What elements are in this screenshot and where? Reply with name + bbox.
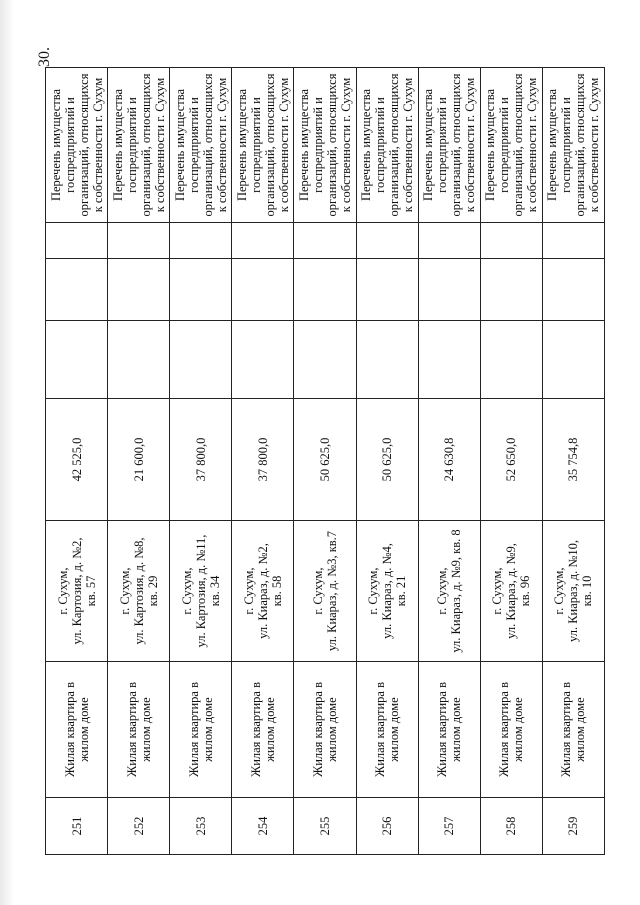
value-cell: 21 600,0 <box>108 399 170 521</box>
row-number-cell: 258 <box>480 798 542 855</box>
row-number-cell: 254 <box>232 798 294 855</box>
table-row <box>356 68 418 855</box>
empty-cell <box>356 321 418 399</box>
empty-cell <box>418 321 480 399</box>
table-row <box>542 68 604 855</box>
empty-cell <box>294 223 356 259</box>
address-cell <box>108 521 170 662</box>
table-row <box>294 68 356 855</box>
address-cell <box>542 521 604 662</box>
empty-cell <box>418 223 480 259</box>
empty-cell <box>294 321 356 399</box>
empty-cell <box>232 321 294 399</box>
address-street: ул. Киараз, д. №9, <box>504 543 519 639</box>
empty-cell <box>232 223 294 259</box>
property-type-cell: Жилая квартира в жилом доме <box>294 662 356 798</box>
property-type-cell: Жилая квартира в жилом доме <box>480 662 542 798</box>
address-cell <box>294 521 356 662</box>
table-row <box>46 68 108 855</box>
address-city: г. Сухум, <box>310 567 325 615</box>
address-city: г. Сухум, <box>552 567 567 615</box>
address-street: ул. Киараз, д. №4, <box>380 543 395 639</box>
property-type-cell: Жилая квартира в жилом доме <box>108 662 170 798</box>
value-cell: 42 525,0 <box>46 399 108 521</box>
address-street: ул. Киараз, д. №3, кв.7 <box>324 530 339 652</box>
empty-cell <box>108 321 170 399</box>
empty-cell <box>170 223 232 259</box>
address-cell <box>356 521 418 662</box>
empty-cell <box>542 223 604 259</box>
rotated-table-container <box>45 68 605 855</box>
property-type-cell: Жилая квартира в жилом доме <box>46 662 108 798</box>
address-city: г. Сухум, <box>179 567 194 615</box>
table-row <box>232 68 294 855</box>
property-type-cell: Жилая квартира в жилом доме <box>232 662 294 798</box>
empty-cell <box>46 321 108 399</box>
row-number-cell: 257 <box>418 798 480 855</box>
source-document-cell: Перечень имущества госпредприятий и организаций, относящихся к собственности г. Сухум <box>480 68 542 223</box>
property-registry-table <box>45 67 605 855</box>
source-document-cell: Перечень имущества госпредприятий и организаций, относящихся к собственности г. Сухум <box>294 68 356 223</box>
address-apartment: кв. 58 <box>269 575 284 607</box>
source-document-cell: Перечень имущества госпредприятий и организаций, относящихся к собственности г. Сухум <box>356 68 418 223</box>
value-cell: 24 630,8 <box>418 399 480 521</box>
address-apartment: кв. 29 <box>145 575 160 607</box>
source-document-cell: Перечень имущества госпредприятий и организаций, относящихся к собственности г. Сухум <box>46 68 108 223</box>
address-street: ул. Киараз, д. №10, <box>566 540 581 642</box>
scan-edge-shadow <box>0 0 14 905</box>
row-number-cell: 255 <box>294 798 356 855</box>
value-cell: 50 625,0 <box>356 399 418 521</box>
empty-cell <box>418 259 480 321</box>
empty-cell <box>170 321 232 399</box>
address-city: г. Сухум, <box>241 567 256 615</box>
address-cell <box>480 521 542 662</box>
address-cell <box>170 521 232 662</box>
value-cell: 50 625,0 <box>294 399 356 521</box>
empty-cell <box>46 223 108 259</box>
empty-cell <box>46 259 108 321</box>
empty-cell <box>480 259 542 321</box>
property-type-cell: Жилая квартира в жилом доме <box>418 662 480 798</box>
empty-cell <box>232 259 294 321</box>
row-number-cell: 259 <box>542 798 604 855</box>
empty-cell <box>542 259 604 321</box>
address-city: г. Сухум, <box>435 567 450 615</box>
empty-cell <box>108 223 170 259</box>
source-document-cell: Перечень имущества госпредприятий и организаций, относящихся к собственности г. Сухум <box>170 68 232 223</box>
address-cell <box>232 521 294 662</box>
empty-cell <box>480 321 542 399</box>
row-number-cell: 252 <box>108 798 170 855</box>
address-apartment: кв. 57 <box>83 575 98 607</box>
address-city: г. Сухум, <box>490 567 505 615</box>
table-row <box>108 68 170 855</box>
address-city: г. Сухум, <box>366 567 381 615</box>
row-number-cell: 251 <box>46 798 108 855</box>
property-type-cell: Жилая квартира в жилом доме <box>356 662 418 798</box>
value-cell: 35 754,8 <box>542 399 604 521</box>
table-body <box>46 68 605 855</box>
empty-cell <box>356 223 418 259</box>
value-cell: 37 800,0 <box>170 399 232 521</box>
address-street: ул. Киараз, д. №9, кв. 8 <box>449 529 464 653</box>
table-row <box>418 68 480 855</box>
empty-cell <box>542 321 604 399</box>
empty-cell <box>108 259 170 321</box>
address-street: ул. Картозия, д. №11, <box>193 534 208 648</box>
page-number: 30. <box>36 47 53 67</box>
address-city: г. Сухум, <box>117 567 132 615</box>
empty-cell <box>170 259 232 321</box>
address-street: ул. Киараз, д. №2, <box>255 543 270 639</box>
value-cell: 37 800,0 <box>232 399 294 521</box>
table-row <box>480 68 542 855</box>
property-type-cell: Жилая квартира в жилом доме <box>170 662 232 798</box>
source-document-cell: Перечень имущества госпредприятий и организаций, относящихся к собственности г. Сухум <box>232 68 294 223</box>
empty-cell <box>480 223 542 259</box>
address-apartment: кв. 21 <box>394 575 409 607</box>
property-type-cell: Жилая квартира в жилом доме <box>542 662 604 798</box>
empty-cell <box>294 259 356 321</box>
value-cell: 52 650,0 <box>480 399 542 521</box>
address-street: ул. Картозия, д. №2, <box>69 537 84 645</box>
address-street: ул. Картозия, д. №8, <box>131 537 146 645</box>
source-document-cell: Перечень имущества госпредприятий и организаций, относящихся к собственности г. Сухум <box>542 68 604 223</box>
empty-cell <box>356 259 418 321</box>
address-apartment: кв. 96 <box>518 575 533 607</box>
row-number-cell: 256 <box>356 798 418 855</box>
address-apartment: кв. 34 <box>207 575 222 607</box>
table-row <box>170 68 232 855</box>
address-city: г. Сухум, <box>55 567 70 615</box>
row-number-cell: 253 <box>170 798 232 855</box>
address-cell <box>418 521 480 662</box>
source-document-cell: Перечень имущества госпредприятий и организаций, относящихся к собственности г. Сухум <box>108 68 170 223</box>
address-cell <box>46 521 108 662</box>
address-apartment: кв. 10 <box>580 575 595 607</box>
source-document-cell: Перечень имущества госпредприятий и организаций, относящихся к собственности г. Сухум <box>418 68 480 223</box>
